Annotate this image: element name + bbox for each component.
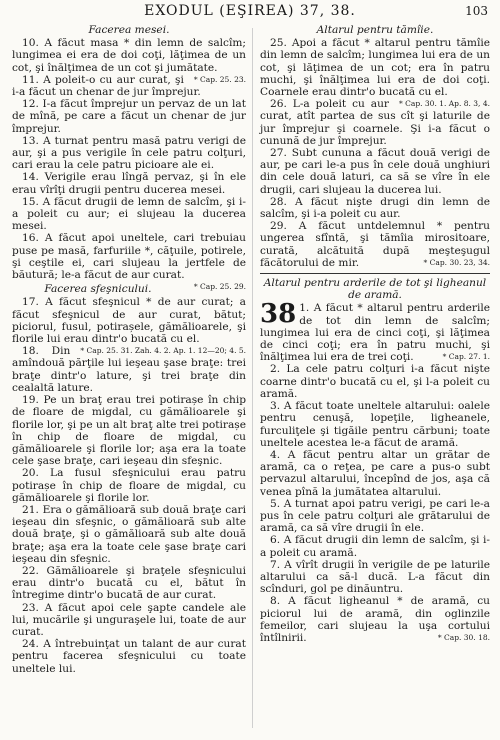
- section-heading: Facerea sfeşnicului.: [44, 283, 152, 296]
- verse: 24. A întrebuinţat un talant de aur curat pentru facerea sfeşnicului cu toate uneltele lui.: [12, 638, 246, 675]
- verse: 23. A făcut apoi cele şapte candele ale lui, mucările şi unguraşele lui, toate de aur curat.: [12, 601, 246, 638]
- verse: 3. A făcut toate uneltele altarului: oalele pentru cenuşă, lopeţile, ligheanele, furculiţele şi tigăile pentru cărbuni; toate uneltele acestea le-a făcut de aramă.: [260, 400, 490, 449]
- right-column: [260, 22, 490, 644]
- verse: 26. L-a poleit cu aur curat, atît partea de sus cît şi laturile de jur împrejur şi coarnele. Şi i-a făcut o cunună de jur împrejur.: [260, 98, 490, 147]
- verse: 13. A turnat pentru masă patru verigi de aur, şi a pus verigile în cele patru colţuri, cari erau la cele patru picioare ale ei.: [12, 134, 246, 172]
- verse: 14. Verigile erau lîngă pervaz, şi în ele erau vîrîţi drugii pentru ducerea mesei.: [12, 171, 246, 196]
- running-title: EXODUL (EŞIREA) 37, 38.: [144, 3, 356, 19]
- verse: 21. Era o gămălioară sub două braţe cari ieşeau din sfeşnic, o gămălioară sub alte două braţe, şi o gămălioară sub alte două braţe; aşa era la toate cele şase braţe cari ieşeau din sfeşnic.: [12, 503, 246, 565]
- verse: 19. Pe un braţ erau trei potirașe în chip de floare de migdal, cu gămălioarele şi florile lor, şi pe un alt braţ alte trei potirașe în chip de floare de migdal, cu gămălioarele şi florile lor; aşa era la toate cele şase braţe, cari ieşeau din sfeşnic.: [12, 394, 246, 468]
- verse: [12, 296, 246, 356]
- verse-text: 1. A făcut * altarul pentru arderile de tot din lemn de salcîm; lungimea lui era de cinci coţi, şi lăţimea de cinci coţi; era în patru muchi, şi înălţimea lui era de trei coţi.: [260, 302, 490, 364]
- verse: [260, 220, 490, 269]
- chapter-opening-verse: [260, 299, 490, 364]
- verse-text: 8. A făcut ligheanul * de aramă, cu piciorul lui de aramă, din oglinzile femeilor, cari slujeau la uşa cortului întîlnirii.: [260, 595, 490, 644]
- verse: 5. A turnat apoi patru verigi, pe cari le-a pus în cele patru colţuri ale grătarului de aramă, ca să vîre drugii în ele.: [260, 497, 490, 535]
- verse-text: 10. A făcut masa * din lemn de salcîm; lungimea ei era de doi coţi, lăţimea de un cot, şi înălţimea de un cot şi jumătate.: [12, 37, 246, 74]
- cross-reference: * Cap. 25. 31. Zah. 4. 2. Ap. 1. 12—20; 4. 5.: [80, 346, 246, 356]
- verse: 22. Gămălioarele şi braţele sfeşnicului erau dintr'o bucată cu el, bătut în întregime dintr'o bucată de aur curat.: [12, 564, 246, 602]
- verse: 6. A făcut drugii din lemn de salcîm, şi i-a poleit cu aramă.: [260, 534, 490, 559]
- cross-reference: * Cap. 30. 1. Ap. 8. 3, 4.: [399, 99, 490, 109]
- left-column: [12, 22, 246, 675]
- section-heading: Altarul pentru tămîie.: [316, 24, 434, 36]
- verse: [260, 595, 490, 644]
- cross-reference: * Cap. 30. 23, 34.: [423, 257, 490, 267]
- verse: 2. La cele patru colţuri i-a făcut nişte coarne dintr'o bucată cu el, şi l-a poleit cu aramă.: [260, 363, 490, 400]
- page-header: [0, 3, 500, 23]
- verse: [260, 37, 490, 109]
- verse-text: 16. A făcut apoi uneltele, cari trebuiau puse pe masă, farfuriile *, căţuile, potirele, şi ceştile ei, cari slujeau la jertfele de băutură; le-a făcut de aur curat.: [12, 232, 246, 282]
- verse: 27. Subt cununa a făcut două verigi de aur, pe cari le-a pus în cele două unghiuri din cele două laturi, ca să se vîre în ele drugii, cari slujeau la ducerea lui.: [260, 147, 490, 196]
- chapter-number: 38: [260, 299, 297, 330]
- page-number: 103: [465, 4, 488, 18]
- verse: [12, 37, 246, 84]
- verse-text: 17. A făcut sfeşnicul * de aur curat; a făcut sfeşnicul de aur curat, bătut; piciorul, fusul, potirașele, gămălioarele, şi florile lui erau dintr'o bucată cu el.: [12, 296, 246, 346]
- column-separator: [252, 28, 253, 728]
- verse: 28. A făcut nişte drugi din lemn de salcîm, şi i-a poleit cu aur.: [260, 195, 490, 221]
- verse: 18. Din amîndouă părţile lui ieşeau şase braţe: trei braţe dintr'o lature, şi trei braţe din cealaltă lature.: [12, 345, 246, 394]
- verse: 11. A poleit-o cu aur curat, şi i-a făcut un chenar de jur împrejur.: [12, 73, 201, 99]
- verse: 15. A făcut drugii de lemn de salcîm, şi i-a poleit cu aur; ei slujeau la ducerea mesei.: [12, 195, 246, 233]
- verse: 12. I-a făcut împrejur un pervaz de un lat de mînă, pe care a făcut un chenar de jur împrejur.: [12, 98, 246, 135]
- cross-reference: * Cap. 25. 23.: [193, 74, 246, 84]
- section-heading: Altarul pentru arderile de tot şi ligheanul de aramă.: [263, 277, 487, 302]
- section-heading: Facerea mesei.: [88, 24, 170, 36]
- section-divider: [260, 273, 490, 274]
- cross-reference: * Cap. 30. 18.: [437, 632, 490, 642]
- cross-reference: * Cap. 27. 1.: [442, 352, 490, 362]
- verse-text: 25. Apoi a făcut * altarul pentru tămîie din lemn de salcîm; lungimea lui era de un cot, şi lăţimea de un cot; era în patru muchi, şi înălţimea lui era de doi coţi. Coarnele erau dintr'o bucată cu el.: [260, 37, 490, 99]
- cross-reference: * Cap. 25. 29.: [193, 282, 246, 292]
- verse-text: 29. A făcut untdelemnul * pentru ungerea sfîntă, şi tămîia mirositoare, curată, alcătuită după meşteşugul făcătorului de mir.: [260, 220, 490, 269]
- verse: 4. A făcut pentru altar un grătar de aramă, ca o reţea, pe care a pus-o subt pervazul altarului, începînd de jos, aşa că venea pînă la jumătatea altarului.: [260, 448, 490, 498]
- verse: 20. La fusul sfeşnicului erau patru potirașe în chip de floare de migdal, cu gămălioarele şi florile lor.: [12, 467, 246, 504]
- verse: 7. A vîrît drugii în verigile de pe laturile altarului ca să-l ducă. L-a făcut din scînduri, gol pe dinăuntru.: [260, 558, 490, 596]
